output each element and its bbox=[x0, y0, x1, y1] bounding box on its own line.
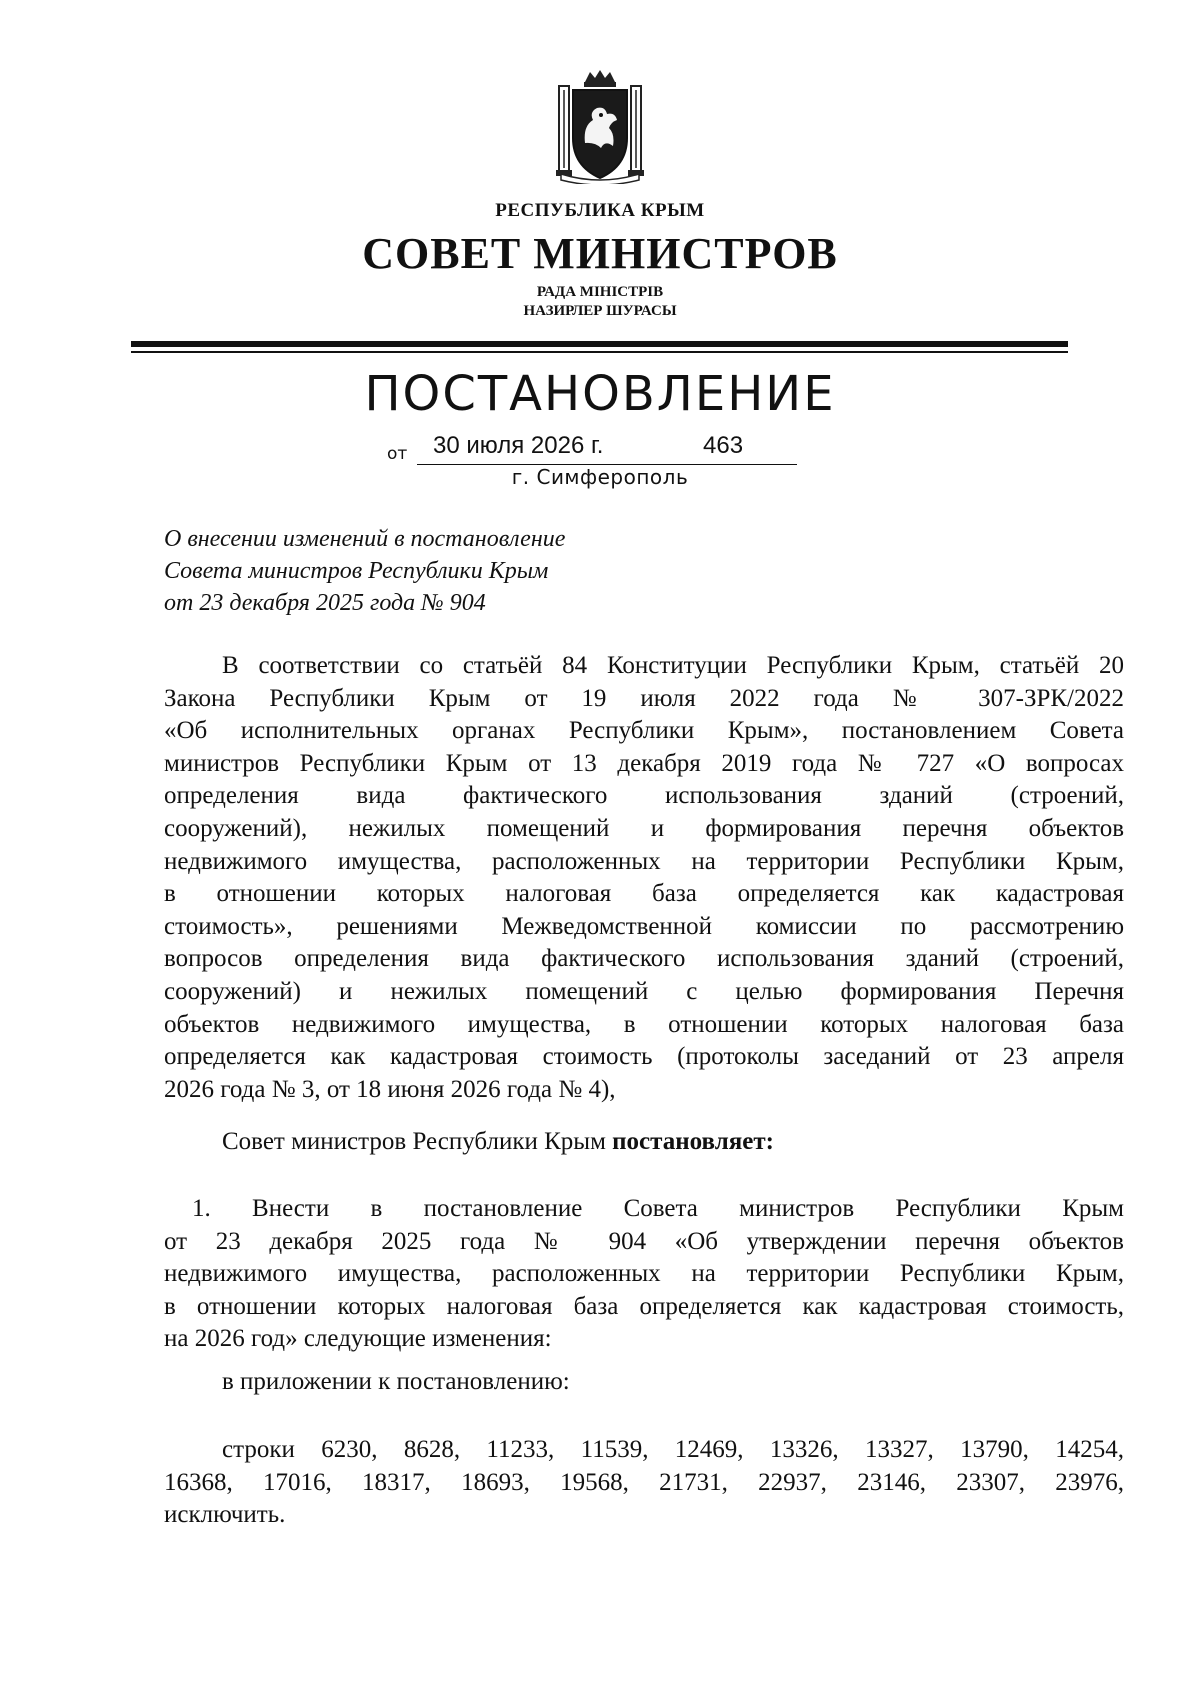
preamble-line: В соответствии со статьёй 84 Конституции Республики Крым, статьёй 20 bbox=[222, 652, 1124, 679]
preamble-line: 2026 года № 3, от 18 июня 2026 года № 4), bbox=[164, 1075, 616, 1103]
preamble-line: вопросов определения вида фактического использования зданий (строений, bbox=[164, 945, 1124, 973]
date-number-row bbox=[387, 432, 817, 466]
preamble-line: «Об исполнительных органах Республики Крым», постановлением Совета bbox=[164, 717, 1124, 745]
preamble-paragraph bbox=[164, 650, 1124, 1106]
item-1-line: от 23 декабря 2025 года № 904 «Об утверждении перечня объектов bbox=[164, 1227, 1124, 1255]
preamble-line: определяется как кадастровая стоимость (протоколы заседаний от 23 апреля bbox=[164, 1043, 1124, 1071]
item-1-line: на 2026 год» следующие изменения: bbox=[164, 1325, 552, 1353]
decree-statement bbox=[164, 1126, 1124, 1159]
subject-line: от 23 декабря 2025 года № 904 bbox=[164, 590, 486, 616]
header-rule-thick bbox=[131, 341, 1068, 347]
document-number: 463 bbox=[703, 432, 744, 459]
rows-line: исключить. bbox=[164, 1501, 286, 1529]
council-name-ukrainian: РАДА МІНІСТРІВ bbox=[536, 284, 664, 300]
preamble-line: сооружений), нежилых помещений и формирования перечня объектов bbox=[164, 814, 1124, 842]
subject-line: Совета министров Республики Крым bbox=[164, 558, 549, 584]
rows-line: 16368, 17016, 18317, 18693, 19568, 21731, 22937, 23146, 23307, 23976, bbox=[164, 1468, 1124, 1496]
item-1-paragraph bbox=[164, 1193, 1124, 1356]
document-type-title: ПОСТАНОВЛЕНИЕ bbox=[364, 366, 836, 422]
preamble-line: сооружений) и нежилых помещений с целью формирования Перечня bbox=[164, 977, 1124, 1005]
item-1-line: в отношении которых налоговая база определяется как кадастровая стоимость, bbox=[164, 1292, 1124, 1320]
header-rule-thin bbox=[131, 351, 1068, 353]
preamble-line: министров Республики Крым от 13 декабря 2019 года № 727 «О вопросах bbox=[164, 749, 1124, 777]
preamble-line: стоимость», решениями Межведомственной комиссии по рассмотрению bbox=[164, 912, 1124, 940]
item-1-line: недвижимого имущества, расположенных на территории Республики Крым, bbox=[164, 1260, 1124, 1288]
document-subject bbox=[164, 523, 565, 619]
preamble-line: в отношении которых налоговая база определяется как кадастровая bbox=[164, 880, 1124, 908]
decree-prefix: Совет министров Республики Крым bbox=[222, 1128, 613, 1155]
item-1-line: 1. Внести в постановление Совета министров Республики Крым bbox=[192, 1195, 1124, 1222]
document-city: г. Симферополь bbox=[511, 465, 689, 489]
preamble-line: объектов недвижимого имущества, в отношении которых налоговая база bbox=[164, 1010, 1124, 1038]
council-name: СОВЕТ МИНИСТРОВ bbox=[362, 229, 838, 278]
crimea-coat-of-arms-icon bbox=[555, 68, 645, 184]
rows-paragraph bbox=[164, 1434, 1124, 1532]
council-name-crimean-tatar: НАЗИРЛЕР ШУРАСЫ bbox=[523, 303, 677, 319]
preamble-line: Закона Республики Крым от 19 июля 2022 года № 307-ЗРК/2022 bbox=[164, 684, 1124, 712]
preamble-line: недвижимого имущества, расположенных на территории Республики Крым, bbox=[164, 847, 1124, 875]
decree-keyword: постановляет: bbox=[612, 1128, 774, 1155]
republic-name: РЕСПУБЛИКА КРЫМ bbox=[495, 200, 705, 221]
rows-line: строки 6230, 8628, 11233, 11539, 12469, 13326, 13327, 13790, 14254, bbox=[222, 1436, 1124, 1463]
appendix-line: в приложении к постановлению: bbox=[222, 1368, 570, 1395]
subject-line: О внесении изменений в постановление bbox=[164, 526, 566, 552]
from-label: от bbox=[387, 444, 408, 464]
appendix-paragraph bbox=[164, 1366, 1124, 1399]
preamble-line: определения вида фактического использования зданий (строений, bbox=[164, 782, 1124, 810]
document-date: 30 июля 2026 г. bbox=[433, 432, 604, 459]
